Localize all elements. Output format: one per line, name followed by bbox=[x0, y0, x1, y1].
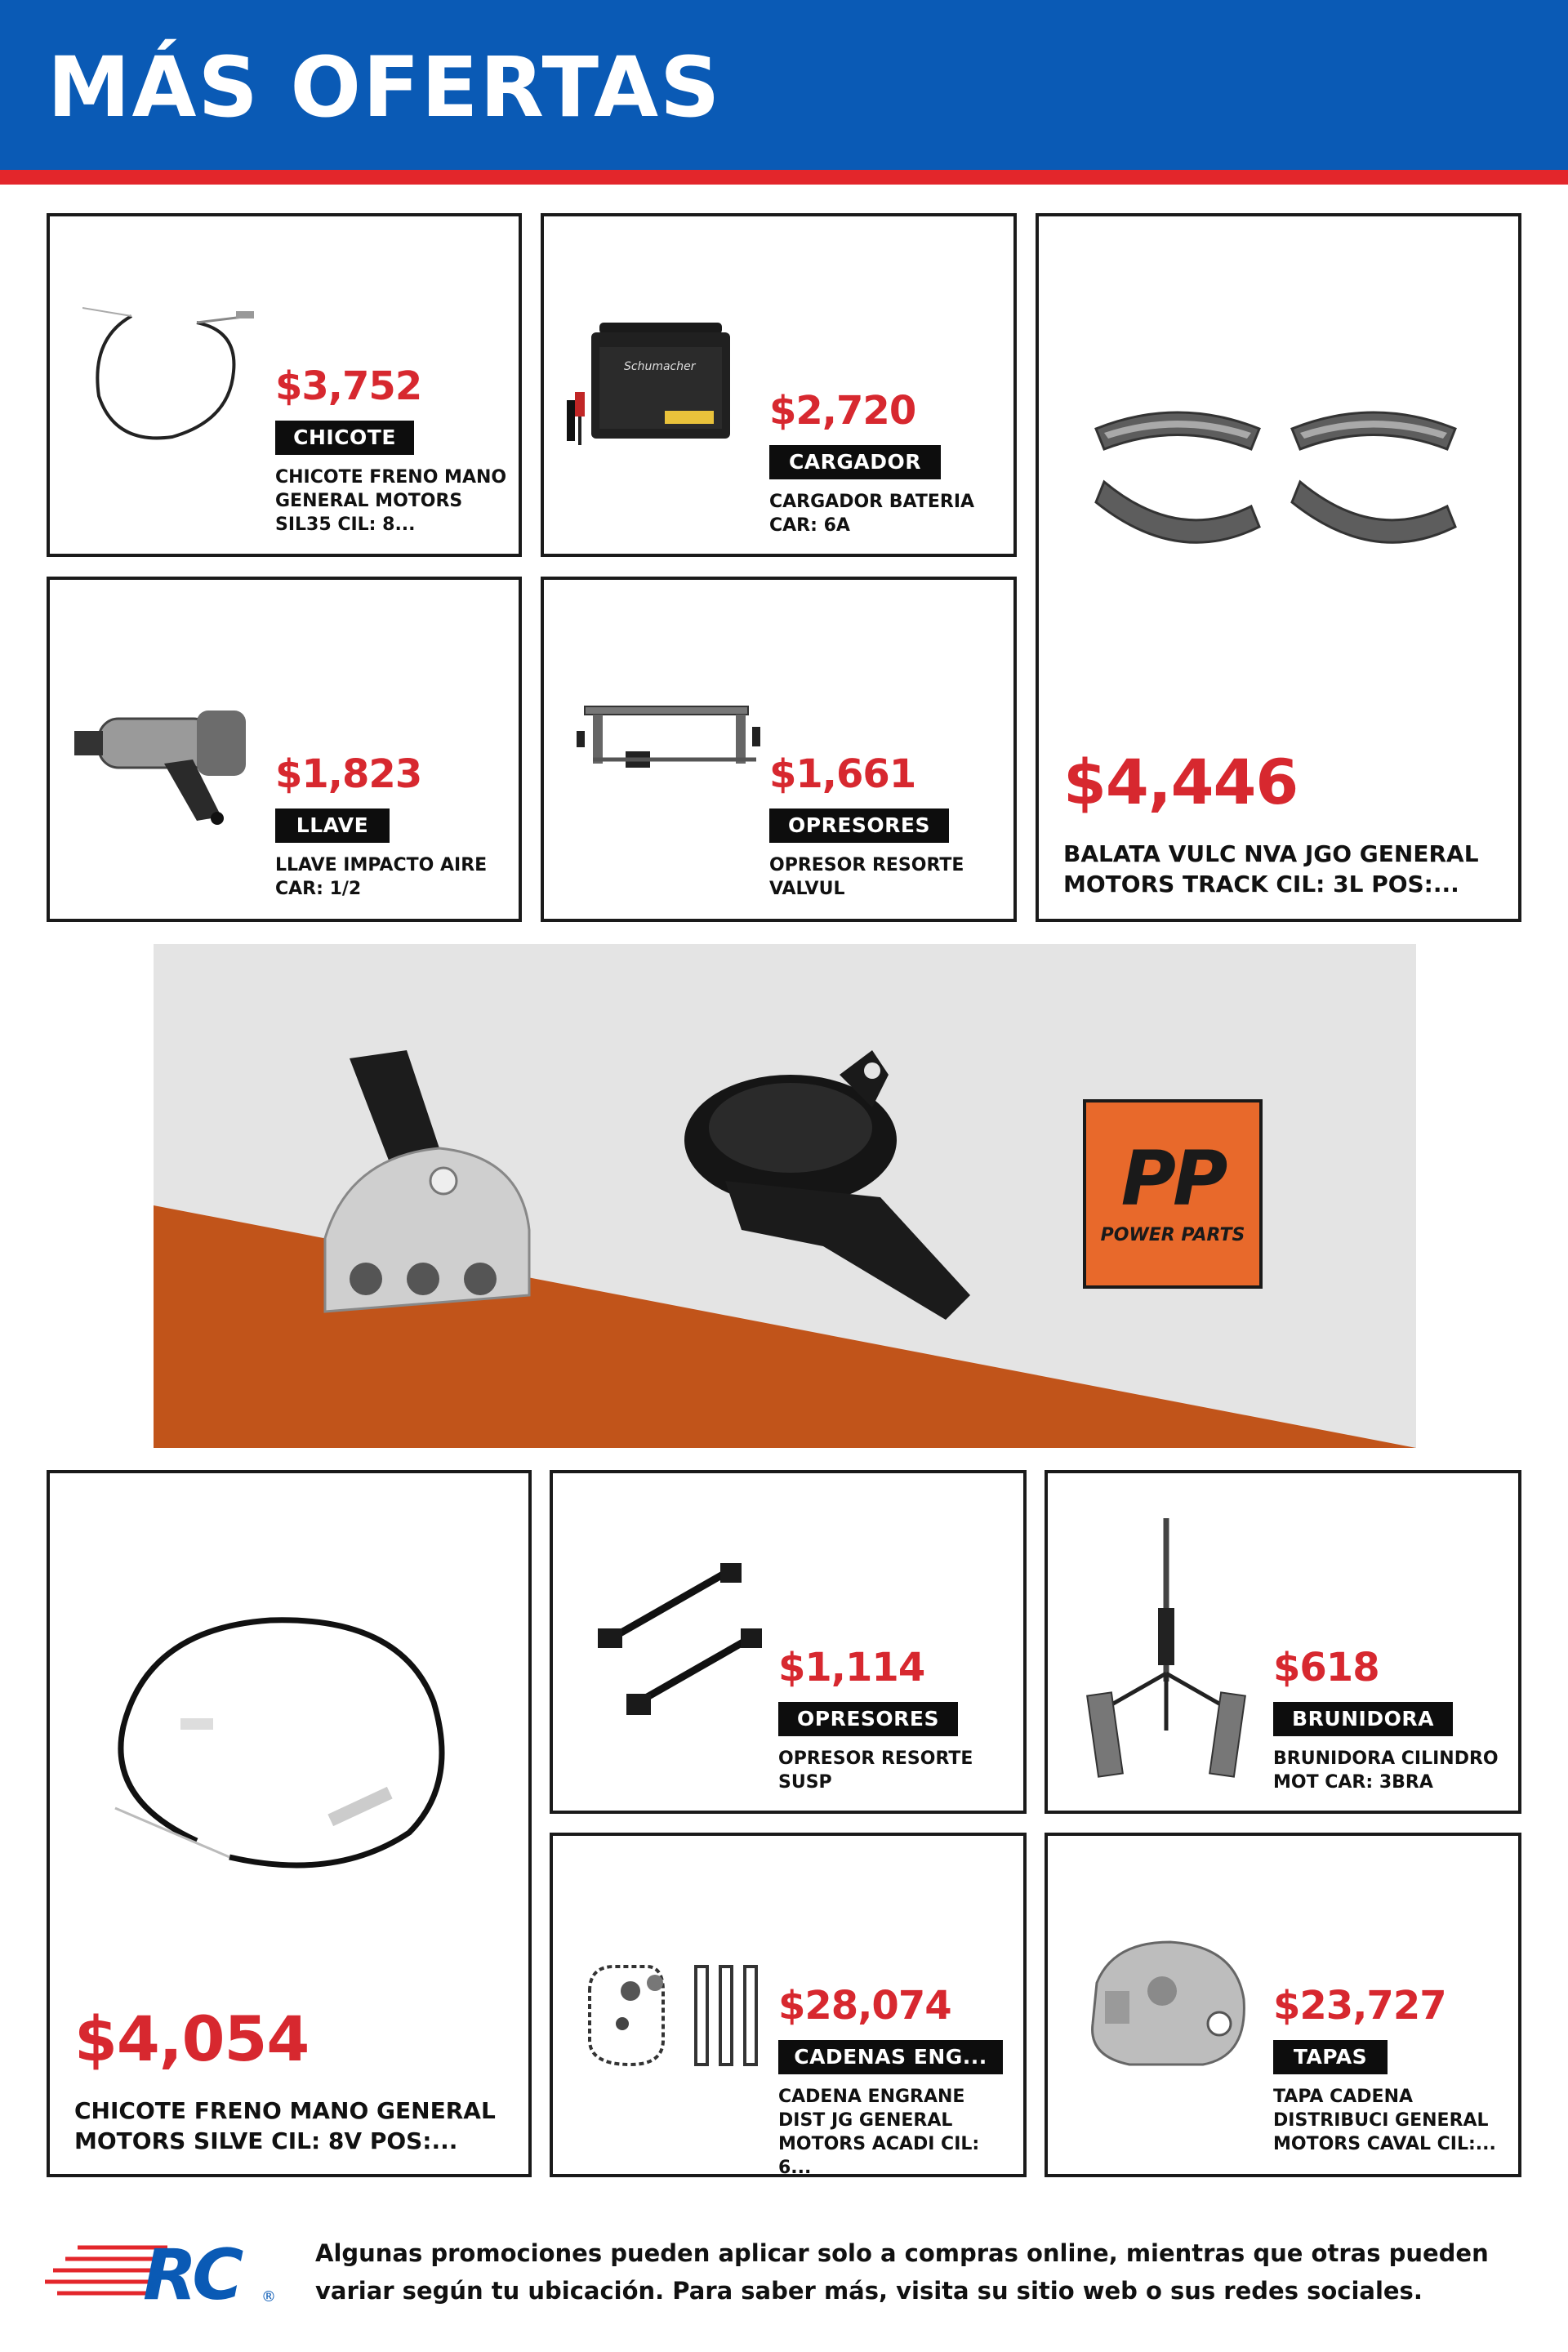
product-price: $23,727 bbox=[1273, 1983, 1446, 2029]
product-description: CHICOTE FRENO MANO GENERAL MOTORS SILVE CIL: 8V POS:... bbox=[74, 2097, 496, 2154]
svg-text:Schumacher: Schumacher bbox=[624, 360, 696, 373]
strut-spring-compressor-icon bbox=[581, 1563, 769, 1726]
brake-cable-icon bbox=[82, 306, 262, 461]
product-card-llave[interactable] bbox=[47, 577, 522, 922]
product-category-tag: CARGADOR bbox=[769, 445, 941, 479]
footer-disclaimer: Algunas promociones pueden aplicar solo a compras online, mientras que otras pueden variar según tu ubicación. Para saber más, visita su sitio web o sus redes sociales. bbox=[315, 2239, 1489, 2305]
product-card-tapas[interactable] bbox=[1045, 1833, 1521, 2177]
product-description: TAPA CADENA DISTRIBUCI GENERAL MOTORS CAVAL CIL:... bbox=[1273, 2087, 1496, 2154]
product-description: BALATA VULC NVA JGO GENERAL MOTORS TRACK CIL: 3L POS:... bbox=[1063, 840, 1479, 898]
product-category-tag: CADENAS ENG... bbox=[778, 2040, 1003, 2074]
product-card-opresores-valvul[interactable] bbox=[541, 577, 1017, 922]
product-price: $2,720 bbox=[769, 388, 916, 434]
product-price: $4,446 bbox=[1063, 746, 1298, 818]
registered-mark: ® bbox=[261, 2288, 276, 2305]
rc-logo-text: RC bbox=[143, 2234, 239, 2316]
cylinder-hone-icon bbox=[1085, 1518, 1248, 1780]
product-price: $28,074 bbox=[778, 1983, 951, 2029]
timing-cover-icon bbox=[1080, 1934, 1252, 2073]
product-price: $618 bbox=[1273, 1645, 1379, 1690]
power-parts-logo-mark: PP bbox=[1120, 1135, 1225, 1223]
brake-shoes-icon bbox=[1088, 404, 1480, 584]
product-description: OPRESOR RESORTE SUSP bbox=[778, 1748, 973, 1793]
product-category-tag: CHICOTE bbox=[275, 421, 414, 455]
timing-chain-kit-icon bbox=[581, 1958, 769, 2073]
power-parts-logo-text: POWER PARTS bbox=[1100, 1225, 1245, 1245]
product-description: CARGADOR BATERIA CAR: 6A bbox=[769, 492, 975, 536]
product-price: $1,823 bbox=[275, 751, 422, 797]
product-category-tag: OPRESORES bbox=[778, 1702, 958, 1736]
header-accent-stripe bbox=[0, 170, 1568, 185]
battery-charger-icon bbox=[567, 314, 730, 461]
product-price: $3,752 bbox=[275, 363, 422, 409]
product-description: LLAVE IMPACTO AIRE CAR: 1/2 bbox=[275, 855, 488, 899]
product-card-cadenas[interactable] bbox=[550, 1833, 1027, 2177]
product-price: $1,661 bbox=[769, 751, 916, 797]
engine-mount-icon bbox=[317, 1050, 578, 1344]
product-description: CADENA ENGRANE DIST JG GENERAL MOTORS ACADI CIL: 6... bbox=[778, 2087, 980, 2178]
motor-mount-icon bbox=[676, 1050, 987, 1328]
product-card-chicote-silve[interactable] bbox=[47, 1470, 532, 2177]
rc-logo[interactable] bbox=[45, 2234, 282, 2316]
product-description: CHICOTE FRENO MANO GENERAL MOTORS SIL35 CIL: 8... bbox=[275, 467, 507, 535]
product-category-tag: TAPAS bbox=[1273, 2040, 1388, 2074]
page-header bbox=[0, 0, 1568, 170]
product-category-tag: BRUNIDORA bbox=[1273, 1702, 1453, 1736]
product-category-tag: LLAVE bbox=[275, 808, 390, 843]
product-card-balata[interactable] bbox=[1036, 213, 1521, 922]
product-description: BRUNIDORA CILINDRO MOT CAR: 3BRA bbox=[1273, 1748, 1499, 1793]
power-parts-banner[interactable] bbox=[154, 944, 1416, 1448]
product-card-brunidora[interactable] bbox=[1045, 1470, 1521, 1814]
valve-spring-compressor-icon bbox=[577, 698, 764, 788]
product-card-chicote[interactable] bbox=[47, 213, 522, 557]
brake-cable-icon bbox=[91, 1596, 499, 1906]
product-price: $4,054 bbox=[74, 2002, 310, 2075]
product-card-cargador[interactable] bbox=[541, 213, 1017, 557]
product-description: OPRESOR RESORTE VALVUL bbox=[769, 855, 964, 899]
product-price: $1,114 bbox=[778, 1645, 925, 1690]
power-parts-logo bbox=[1083, 1099, 1263, 1289]
product-card-opresores-susp[interactable] bbox=[550, 1470, 1027, 1814]
product-category-tag: OPRESORES bbox=[769, 808, 949, 843]
impact-wrench-icon bbox=[74, 678, 270, 825]
page-title: MÁS OFERTAS bbox=[47, 39, 722, 136]
